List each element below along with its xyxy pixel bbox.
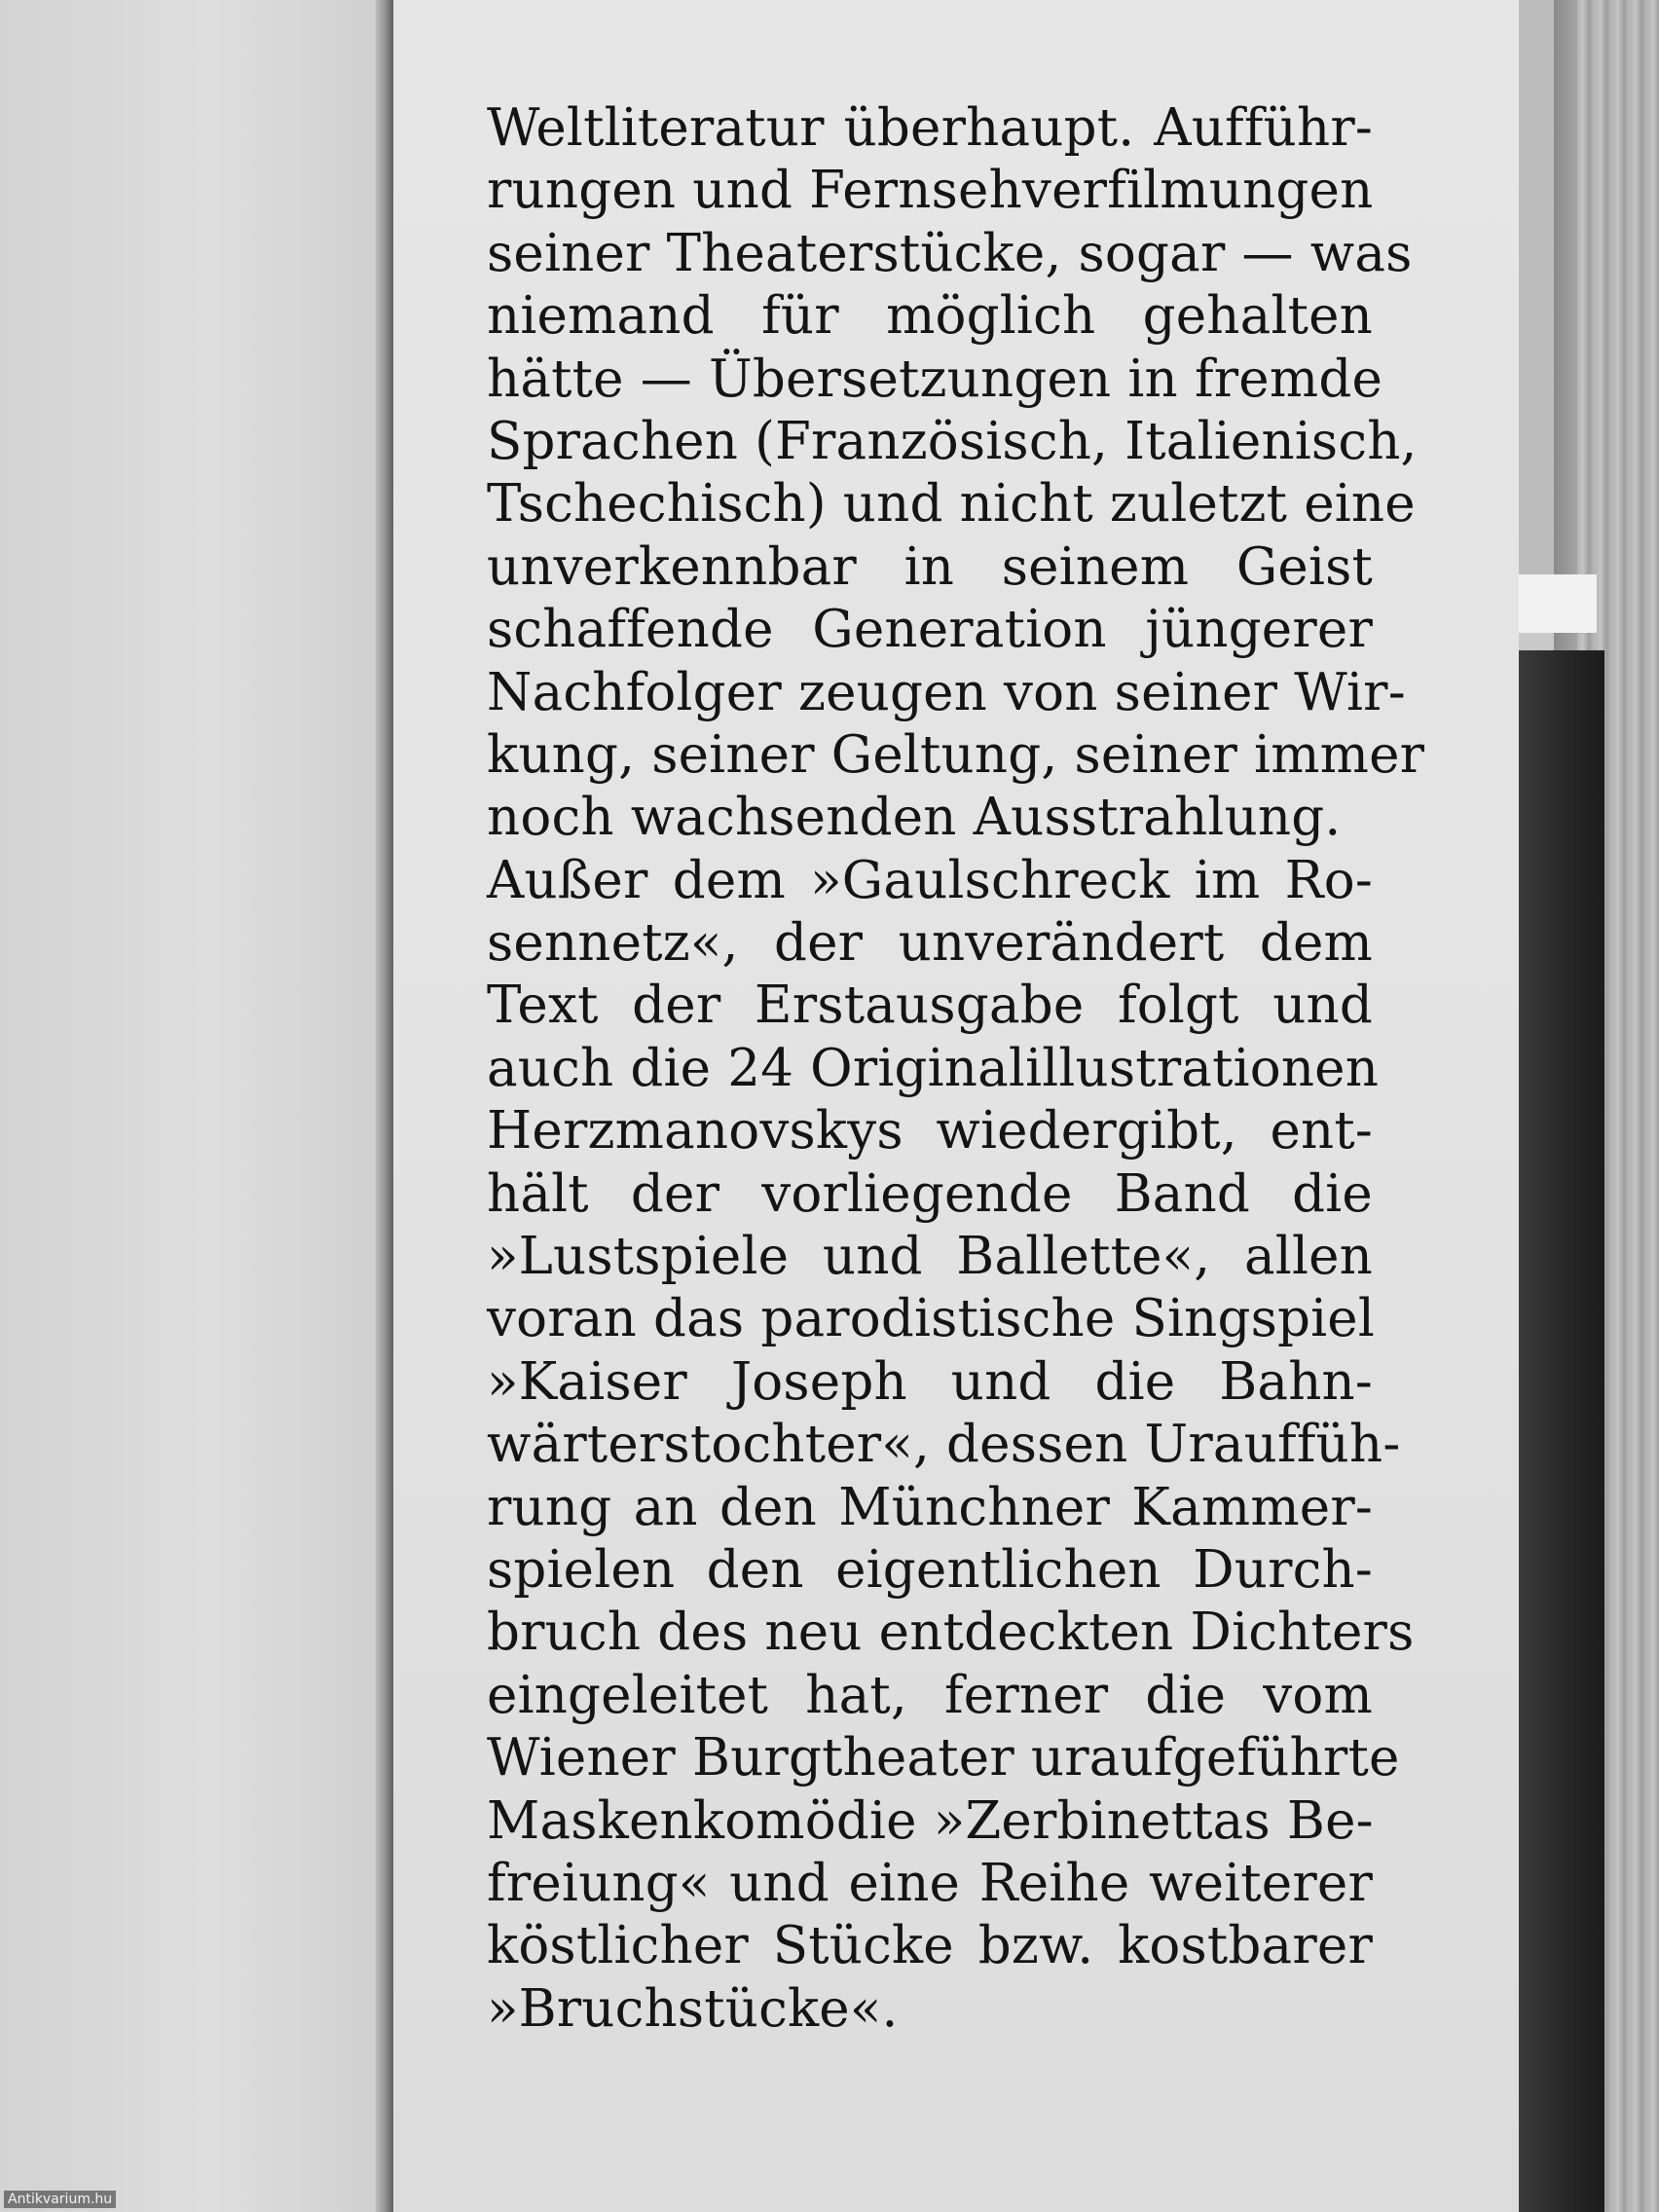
flap-text	[487, 97, 1425, 2041]
watermark: Antikvarium.hu	[4, 2191, 116, 2208]
text-line: Weltliteratur überhaupt. Aufführ-	[487, 98, 1373, 158]
text-line: eingeleitet hat, ferner die vom	[487, 1665, 1373, 1725]
page-gutter-shadow	[376, 0, 393, 2212]
text-line: noch wachsenden Ausstrahlung.	[487, 788, 1342, 848]
text-line: auch die 24 Originalillustrationen	[487, 1038, 1380, 1098]
text-line: voran das parodistische Singspiel	[487, 1289, 1375, 1349]
text-line: hätte — Übersetzungen in fremde	[487, 349, 1383, 409]
text-line: Maskenkomödie »Zerbinettas Be-	[487, 1790, 1374, 1851]
text-line: sennetz«, der unverändert dem	[487, 913, 1373, 974]
text-line: hält der vorliegende Band die	[487, 1163, 1373, 1224]
text-line: »Bruchstücke«.	[487, 1978, 899, 2039]
text-line: unverkennbar in seinem Geist	[487, 536, 1373, 597]
text-line: wärterstochter«, dessen Urauffüh-	[487, 1415, 1401, 1475]
text-line: seiner Theaterstücke, sogar — was	[487, 223, 1413, 283]
text-line: Nachfolger zeugen von seiner Wir-	[487, 662, 1406, 722]
text-line: Sprachen (Französisch, Italienisch,	[487, 411, 1418, 471]
text-line: spielen den eigentlichen Durch-	[487, 1539, 1373, 1600]
text-line: kung, seiner Geltung, seiner immer	[487, 724, 1425, 785]
text-line: »Kaiser Joseph und die Bahn-	[487, 1351, 1373, 1412]
text-line: »Lustspiele und Ballette«, allen	[487, 1227, 1373, 1287]
book-edge	[1519, 0, 1554, 574]
text-line: Herzmanovskys wiedergibt, ent-	[487, 1101, 1373, 1161]
text-line: rung an den Münchner Kammer-	[487, 1477, 1373, 1537]
text-line: Außer dem »Gaulschreck im Ro-	[487, 850, 1373, 910]
text-line: bruch des neu entdeckten Dichters	[487, 1603, 1415, 1663]
text-line: köstlicher Stücke bzw. kostbarer	[487, 1916, 1373, 1976]
text-line: Text der Erstausgabe folgt und	[487, 976, 1373, 1036]
text-line: Tschechisch) und nicht zuletzt eine	[487, 474, 1416, 535]
book-cover-dark-edge	[1519, 650, 1604, 2212]
text-line: freiung« und eine Reihe weiterer	[487, 1853, 1373, 1913]
text-line: rungen und Fernsehverfilmungen	[487, 161, 1374, 221]
left-page	[0, 0, 382, 2212]
text-line: niemand für möglich gehalten	[487, 286, 1373, 347]
book-edge-white-strip	[1519, 574, 1597, 633]
text-line: schaffende Generation jüngerer	[487, 600, 1373, 660]
text-line: Wiener Burgtheater uraufgeführte	[487, 1728, 1400, 1788]
